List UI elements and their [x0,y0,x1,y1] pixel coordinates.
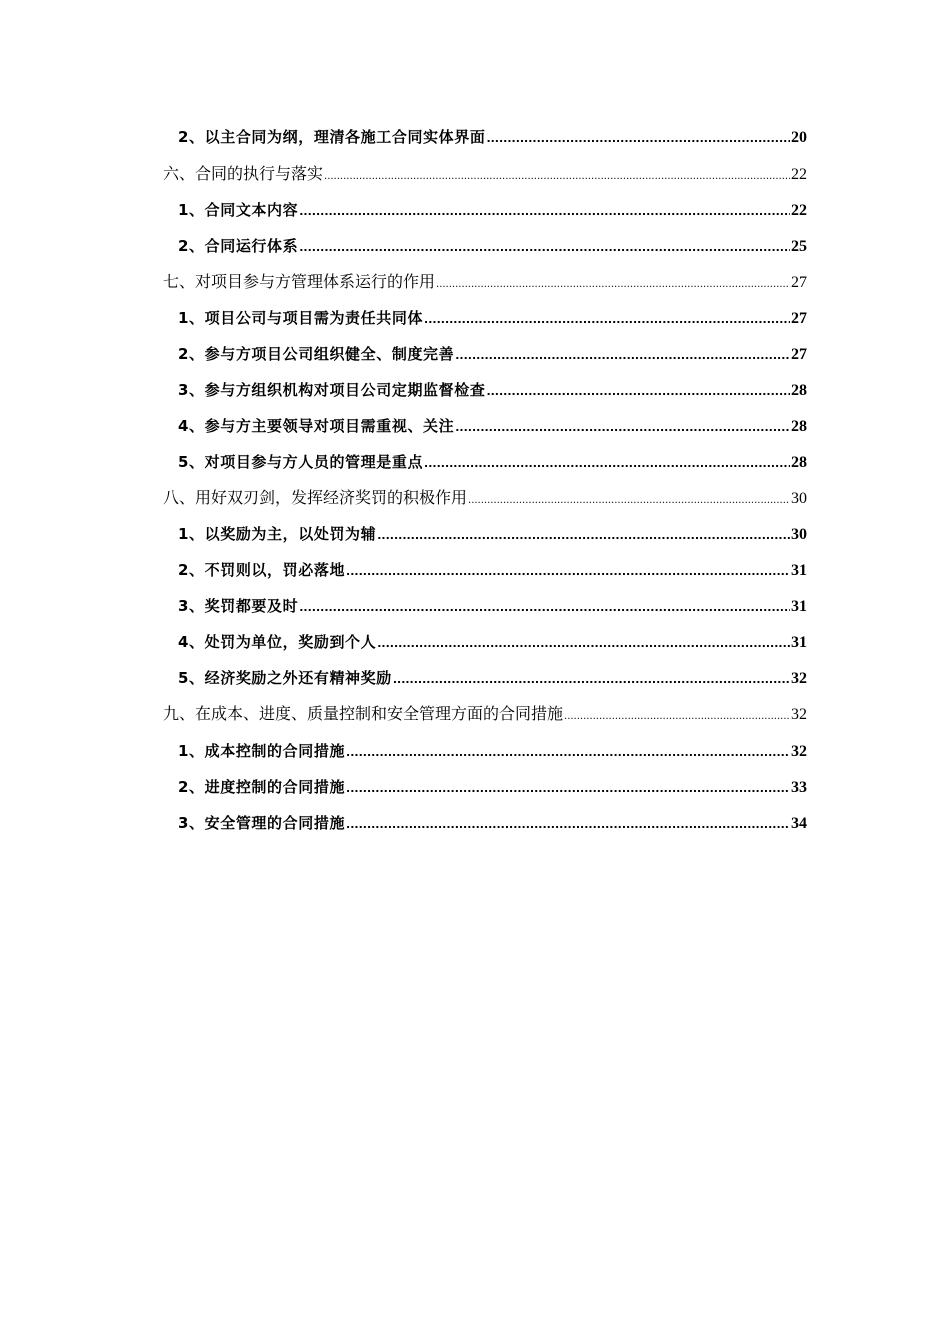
toc-entry-page: 31 [791,562,807,579]
toc-entry-title: 七、对项目参与方管理体系运行的作用 [163,272,436,291]
toc-entry[interactable] [178,308,807,330]
toc-entry-title: 2、进度控制的合同措施 [178,778,346,796]
toc-entry-page: 28 [791,382,807,399]
toc-entry-page: 22 [791,202,807,219]
toc-entry-page: 31 [791,634,807,651]
toc-entry[interactable] [178,200,807,222]
toc-entry[interactable] [178,668,807,690]
dot-leader [486,380,790,402]
dot-leader [346,741,790,763]
toc-entry[interactable] [178,127,807,149]
toc-entry-title: 2、不罚则以，罚必落地 [178,561,346,579]
toc-entry-title: 5、对项目参与方人员的管理是重点 [178,453,424,471]
toc-entry[interactable] [178,560,807,582]
toc-entry[interactable] [178,344,807,366]
dot-leader [299,236,790,258]
toc-entry-page: 32 [791,670,807,687]
toc-entry-title: 4、参与方主要领导对项目需重视、关注 [178,417,455,435]
dot-leader [324,164,790,187]
dot-leader [486,127,790,149]
toc-entry-page: 31 [791,598,807,615]
dot-leader [564,704,790,727]
dot-leader [468,488,790,511]
toc-entry-title: 2、合同运行体系 [178,237,299,255]
toc-entry[interactable] [178,524,807,546]
toc-entry-page: 27 [791,310,807,327]
dot-leader [299,596,790,618]
toc-entry-page: 20 [791,129,807,146]
toc-entry-title: 八、用好双刃剑，发挥经济奖罚的积极作用 [163,488,468,507]
toc-entry-page: 30 [791,526,807,543]
toc-entry[interactable] [178,236,807,258]
toc-entry-title: 2、以主合同为纲，理清各施工合同实体界面 [178,128,486,146]
toc-entry-title: 1、以奖励为主，以处罚为辅 [178,525,377,543]
dot-leader [455,344,790,366]
dot-leader [436,272,790,295]
toc-entry-page: 27 [791,274,807,291]
toc-entry-title: 3、参与方组织机构对项目公司定期监督检查 [178,381,486,399]
toc-entry-title: 1、合同文本内容 [178,201,299,219]
dot-leader [377,632,790,654]
dot-leader [377,524,790,546]
toc-entry-title: 1、项目公司与项目需为责任共同体 [178,309,424,327]
toc-entry-title: 5、经济奖励之外还有精神奖励 [178,669,392,687]
toc-entry[interactable] [163,272,807,295]
toc-entry[interactable] [178,596,807,618]
toc-entry[interactable] [163,164,807,187]
toc-entry-title: 3、奖罚都要及时 [178,597,299,615]
toc-entry[interactable] [178,777,807,799]
toc-entry-page: 32 [791,706,807,723]
toc-entry-page: 27 [791,346,807,363]
dot-leader [424,308,790,330]
toc-entry[interactable] [178,452,807,474]
toc-entry[interactable] [178,741,807,763]
toc-entry-page: 33 [791,779,807,796]
toc-entry[interactable] [163,488,807,511]
toc-entry-page: 34 [791,815,807,832]
toc-entry-page: 30 [791,490,807,507]
toc-entry-page: 22 [791,166,807,183]
toc-entry[interactable] [178,813,807,835]
toc-entry-title: 3、安全管理的合同措施 [178,814,346,832]
toc-entry[interactable] [178,416,807,438]
toc-entry-page: 28 [791,454,807,471]
toc-entry-title: 六、合同的执行与落实 [163,164,324,183]
dot-leader [346,560,790,582]
dot-leader [455,416,790,438]
dot-leader [299,200,790,222]
toc-entry-title: 九、在成本、进度、质量控制和安全管理方面的合同措施 [163,704,564,723]
toc-entry-page: 28 [791,418,807,435]
dot-leader [346,813,790,835]
toc-entry[interactable] [178,380,807,402]
toc-entry-page: 32 [791,743,807,760]
toc-entry-title: 2、参与方项目公司组织健全、制度完善 [178,345,455,363]
dot-leader [393,668,790,690]
toc-entry-title: 4、处罚为单位，奖励到个人 [178,633,377,651]
toc-entry-page: 25 [791,238,807,255]
toc-entry-title: 1、成本控制的合同措施 [178,742,346,760]
dot-leader [424,452,790,474]
toc-entry[interactable] [163,704,807,727]
dot-leader [346,777,790,799]
toc-entry[interactable] [178,632,807,654]
